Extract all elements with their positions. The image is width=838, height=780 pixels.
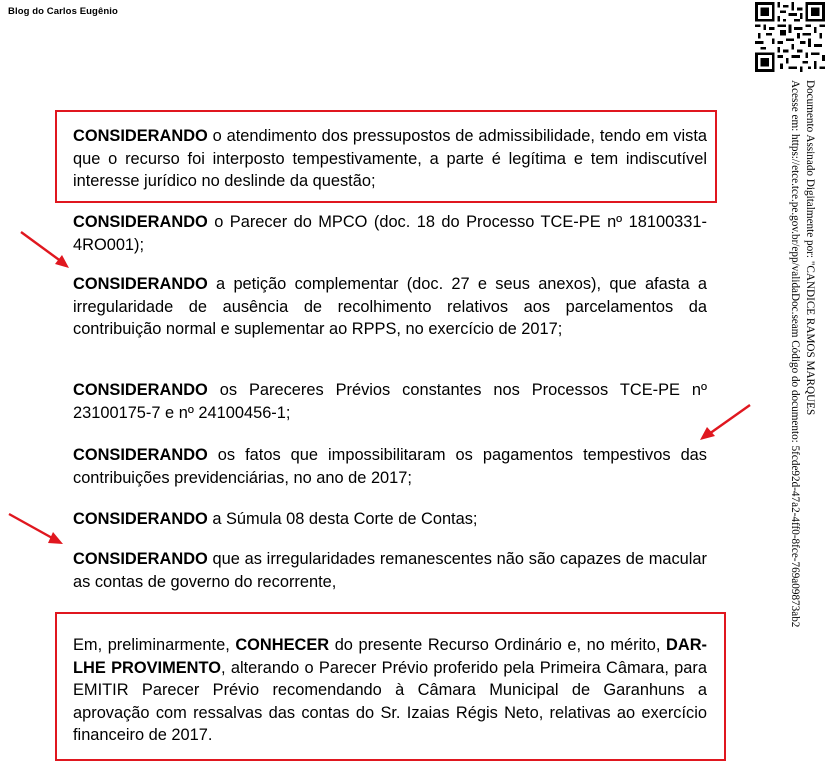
paragraph-text: que as irregularidades remanescentes não são capazes de macular as contas de governo do recorrente, [73,550,707,591]
considerando-admissibility [73,125,707,193]
paragraph-text: o atendimento dos pressupostos de admissibilidade, tendo em vista que o recurso foi interposto tempestivamente, a parte é legítima e tem indiscutível interesse jurídico no deslinde da questão; [73,127,707,190]
considerando-label: CONSIDERANDO [73,510,208,528]
considerando-label: CONSIDERANDO [73,127,208,145]
decision-text: Em, preliminarmente, [73,636,236,654]
paragraph-text: a petição complementar (doc. 27 e seus anexos), que afasta a irregularidade de ausência de recolhimento relativos aos parcelamentos da contribuição normal e suplementar ao RPPS, no exercício de 2017; [73,275,707,338]
paragraph-text: a Súmula 08 desta Corte de Contas; [207,510,478,528]
paragraph-text: o Parecer do MPCO (doc. 18 do Processo TCE-PE nº 18100331-4RO001); [73,213,707,254]
considerando-label: CONSIDERANDO [73,381,208,399]
considerando-label: CONSIDERANDO [73,213,208,231]
decision-provimento: DAR-LHE PROVIMENTO [73,636,707,677]
considerando-sumula [73,508,707,531]
red-arrow-icon [18,228,74,272]
considerando-label: CONSIDERANDO [73,275,208,293]
decision-paragraph [73,634,707,747]
paragraph-text: os fatos que impossibilitaram os pagamentos tempestivos das contribuições previdenciárias, no ano de 2017; [73,446,707,487]
considerando-label: CONSIDERANDO [73,446,208,464]
considerando-pareceres [73,379,707,424]
validation-line: Acesse em: https://etce.tce.pe.gov.br/epp/validaDoc.seam Código do documento: 5fcde92d-47a2-4ff0-8fce-769a09873ab2 [789,80,802,628]
considerando-peticao [73,273,707,341]
qr-code [755,2,825,72]
signature-line: Documento Assinado Digitalmente por: "CANDICE RAMOS MARQUES [804,80,816,416]
considerando-label: CONSIDERANDO [73,550,208,568]
considerando-mpco [73,211,707,256]
red-arrow-icon [6,510,66,548]
decision-text: do presente Recurso Ordinário e, no mérito, [329,636,667,654]
blog-title: Blog do Carlos Eugênio [8,6,118,17]
considerando-fatos [73,444,707,489]
red-arrow-icon [695,402,753,444]
digital-signature-stamp [788,80,817,700]
decision-text: , alterando o Parecer Prévio proferido pela Primeira Câmara, para EMITIR Parecer Prévio recomendando à Câmara Municipal de Garanhuns a aprovação com ressalvas das contas do Sr. Izaias Régis Neto, relativas ao exercício financeiro de 2017. [73,658,707,744]
paragraph-text: os Pareceres Prévios constantes nos Processos TCE-PE nº 23100175-7 e nº 24100456-1; [73,381,707,422]
considerando-irregularidades [73,548,707,593]
decision-conhecer: CONHECER [235,636,330,654]
